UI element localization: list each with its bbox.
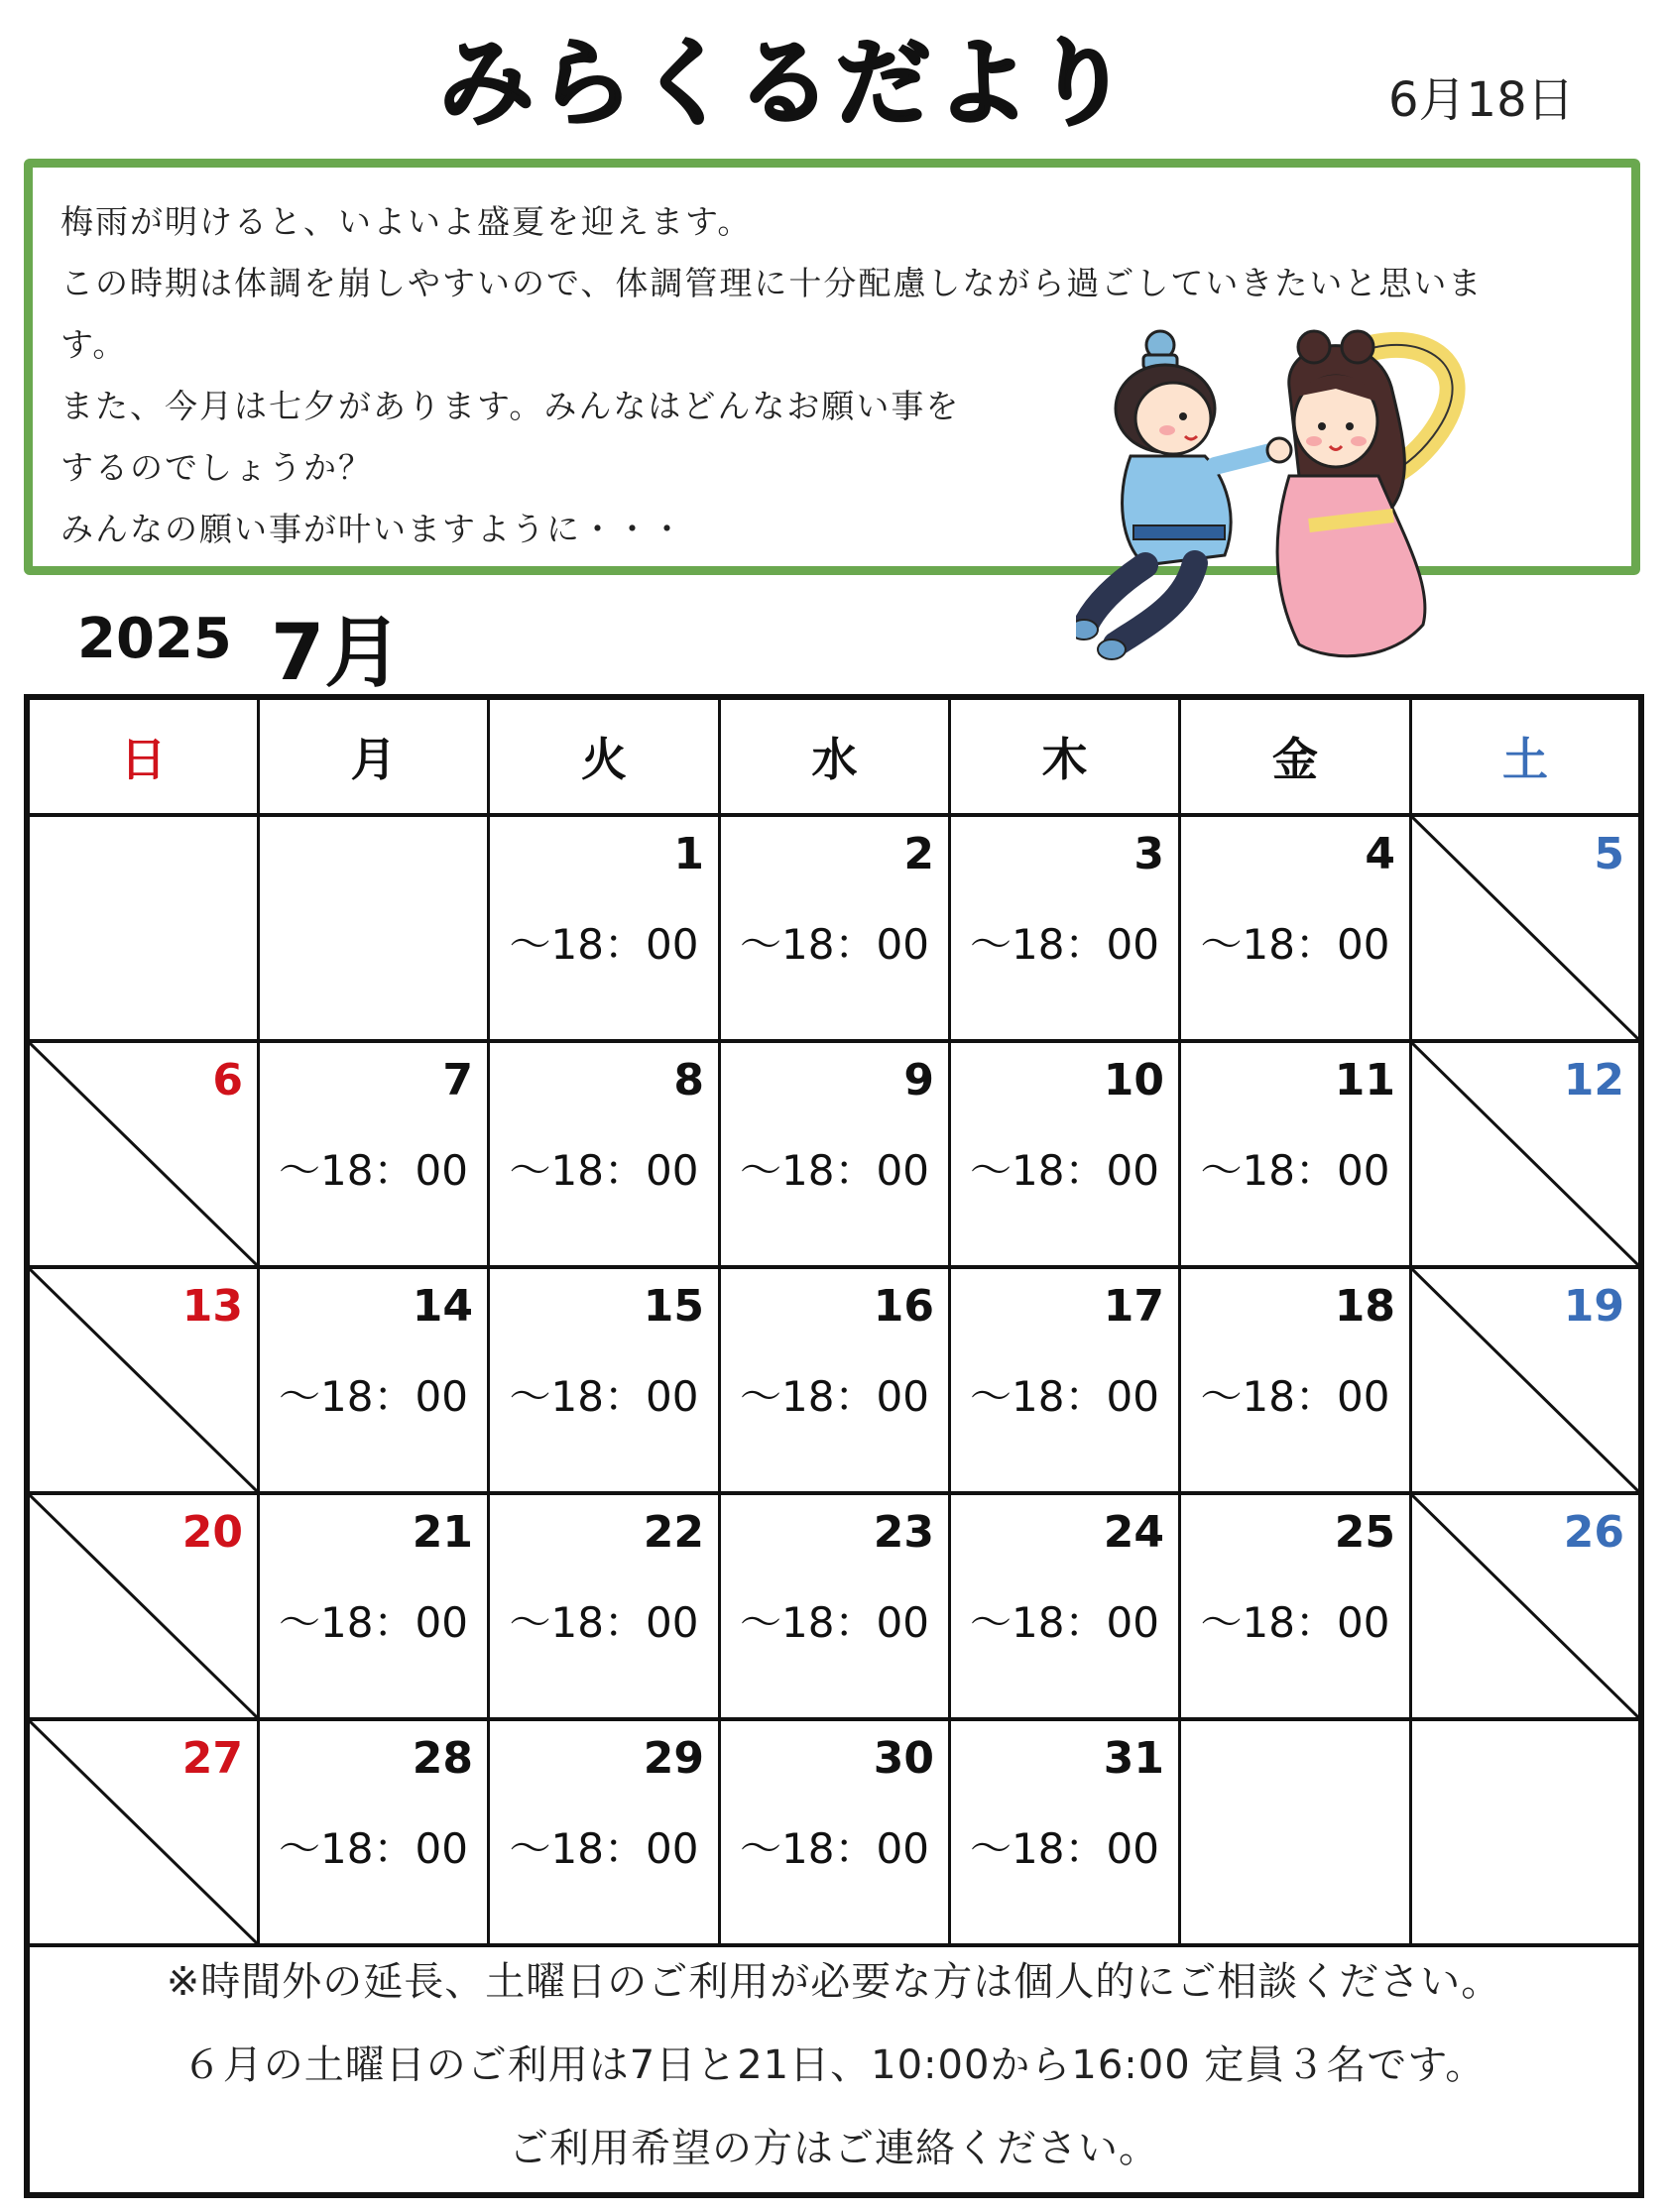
calendar-day-cell [1181,1721,1412,1947]
closing-time: ～18：00 [970,1824,1159,1873]
weekday-header: 日 [30,700,260,817]
footer-line: ※時間外の延長、土曜日のご利用が必要な方は個人的にご相談ください。 [166,1959,1502,2005]
day-number: 18 [1334,1281,1395,1332]
calendar-day-cell [1181,1043,1412,1269]
closing-time: ～18：00 [740,1146,929,1195]
calendar-day-cell [721,1721,951,1947]
closing-time: ～18：00 [1200,1146,1390,1195]
day-number: 2 [903,829,934,879]
monthly-calendar [24,694,1644,2198]
calendar-day-cell [490,817,721,1043]
closing-time: ～18：00 [1200,1598,1390,1647]
calendar-day-cell [1412,1721,1638,1947]
notice-line: するのでしょうか？ [60,448,373,487]
calendar-day-cell [260,1043,490,1269]
weekday-header: 水 [721,700,951,817]
closing-time: ～18：00 [740,1824,929,1873]
calendar-day-cell [951,1269,1181,1495]
closing-time: ～18：00 [509,1824,699,1873]
day-number: 22 [643,1507,704,1558]
calendar-day-cell [490,1721,721,1947]
calendar-day-cell [30,1495,260,1721]
calendar-day-cell [721,817,951,1043]
calendar-day-cell [260,1495,490,1721]
issue-date: 6月18日 [1388,72,1575,128]
calendar-day-cell [951,1495,1181,1721]
calendar-day-cell [1412,817,1638,1043]
day-number: 25 [1334,1507,1395,1558]
calendar-year: 2025 [77,607,232,671]
closing-time: ～18：00 [970,920,1159,969]
closing-time: ～18：00 [740,1372,929,1421]
day-number: 10 [1103,1055,1164,1106]
closing-time: ～18：00 [1200,1372,1390,1421]
calendar-day-cell [30,1043,260,1269]
day-number: 5 [1594,829,1624,879]
calendar-day-cell [1181,1495,1412,1721]
calendar-day-cell [721,1269,951,1495]
weekday-header: 金 [1181,700,1412,817]
weekday-header: 月 [260,700,490,817]
closing-time: ～18：00 [279,1372,468,1421]
day-number: 6 [212,1055,243,1106]
closing-time: ～18：00 [279,1598,468,1647]
day-number: 29 [643,1733,704,1784]
calendar-day-cell [951,817,1181,1043]
day-number: 20 [181,1507,243,1558]
notice-line: みんなの願い事が叶いますように・・・ [60,510,685,548]
closing-time: ～18：00 [509,1372,699,1421]
calendar-day-cell [490,1043,721,1269]
closing-time: ～18：00 [509,1598,699,1647]
calendar-month: 7月 [271,609,403,698]
day-number: 30 [873,1733,934,1784]
notice-line: 梅雨が明けると、いよいよ盛夏を迎えます。 [60,202,753,241]
calendar-day-cell [951,1043,1181,1269]
day-number: 21 [412,1507,473,1558]
closing-time: ～18：00 [970,1598,1159,1647]
closing-time: ～18：00 [509,920,699,969]
day-number: 31 [1103,1733,1164,1784]
calendar-day-cell [1181,1269,1412,1495]
day-number: 19 [1563,1281,1624,1332]
weekday-header: 土 [1412,700,1638,817]
weekday-header: 木 [951,700,1181,817]
closing-time: ～18：00 [970,1372,1159,1421]
day-number: 14 [412,1281,473,1332]
calendar-day-cell [721,1043,951,1269]
day-number: 12 [1563,1055,1624,1106]
calendar-day-cell [1412,1495,1638,1721]
notice-line: この時期は体調を崩しやすいので、体調管理に十分配慮しながら過ごしていきたいと思いま [60,264,1484,302]
footer-line: ご利用希望の方はご連絡ください。 [509,2126,1159,2171]
day-number: 4 [1365,829,1395,879]
calendar-day-cell [1181,817,1412,1043]
day-number: 28 [412,1733,473,1784]
calendar-day-cell [260,1721,490,1947]
notice-line: また、今月は七夕があります。みんなはどんなお願い事を [60,387,961,425]
day-number: 26 [1563,1507,1624,1558]
calendar-day-cell [951,1721,1181,1947]
tanabata-orihime-hikoboshi-illustration [1076,327,1492,669]
calendar-day-cell [1412,1269,1638,1495]
day-number: 11 [1334,1055,1395,1106]
closing-time: ～18：00 [279,1824,468,1873]
day-number: 13 [181,1281,243,1332]
day-number: 3 [1133,829,1164,879]
calendar-footer-note [30,1940,1638,2192]
calendar-day-cell [490,1269,721,1495]
day-number: 24 [1103,1507,1164,1558]
weekday-header: 火 [490,700,721,817]
day-number: 23 [873,1507,934,1558]
day-number: 7 [442,1055,473,1106]
calendar-day-cell [30,1721,260,1947]
day-number: 8 [673,1055,704,1106]
closing-time: ～18：00 [740,920,929,969]
day-number: 17 [1103,1281,1164,1332]
closing-time: ～18：00 [740,1598,929,1647]
day-number: 15 [643,1281,704,1332]
calendar-day-cell [490,1495,721,1721]
closing-time: ～18：00 [509,1146,699,1195]
closing-time: ～18：00 [970,1146,1159,1195]
notice-line: す。 [60,325,128,364]
calendar-day-cell [30,1269,260,1495]
calendar-day-cell [260,1269,490,1495]
day-number: 9 [903,1055,934,1106]
day-number: 16 [873,1281,934,1332]
day-number: 27 [181,1733,243,1784]
calendar-day-cell [260,817,490,1043]
newsletter-title: みらくるだより [438,28,1133,139]
closing-time: ～18：00 [279,1146,468,1195]
day-number: 1 [673,829,704,879]
calendar-day-cell [30,817,260,1043]
calendar-day-cell [721,1495,951,1721]
footer-line: ６月の土曜日のご利用は7日と21日、10:00から16:00 定員３名です。 [181,2042,1487,2088]
closing-time: ～18：00 [1200,920,1390,969]
calendar-day-cell [1412,1043,1638,1269]
